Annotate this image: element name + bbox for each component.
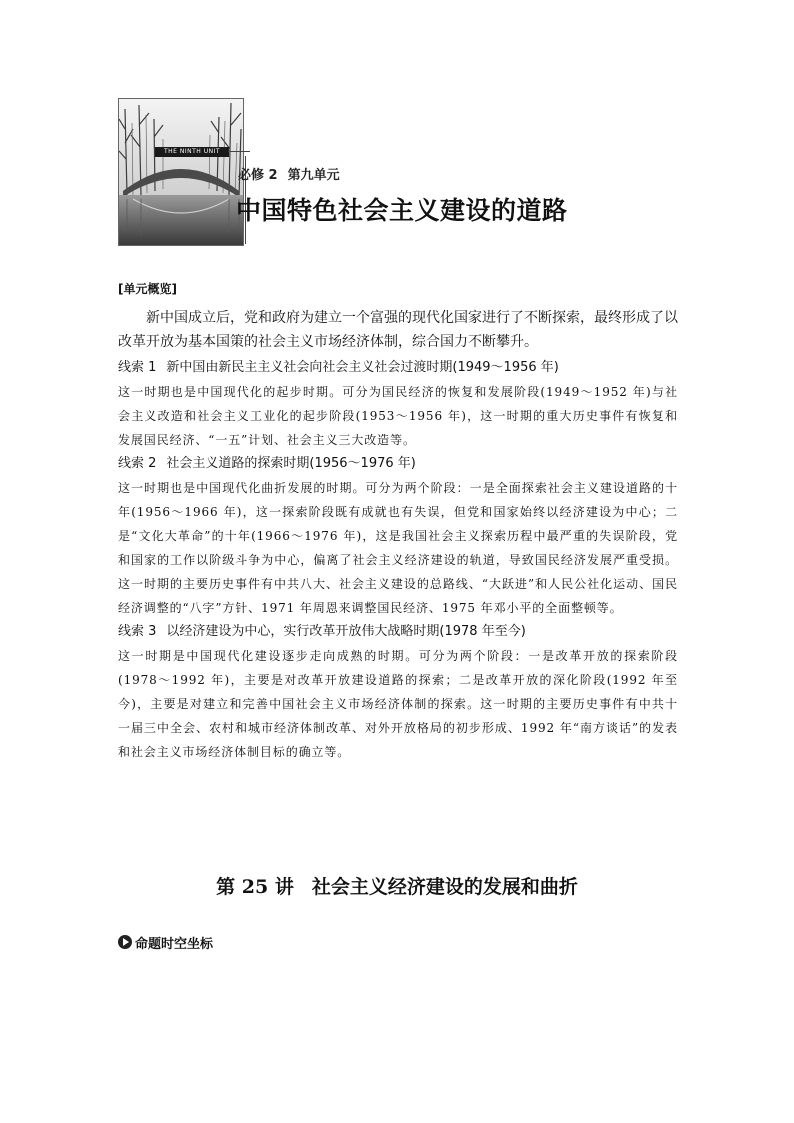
unit-cover-image: [118, 98, 244, 246]
subsection-heading: [118, 932, 213, 952]
module-label: 必修 2: [238, 168, 278, 183]
unit-label: [238, 164, 340, 183]
unit-overview: [118, 280, 678, 764]
lecture-name: 社会主义经济建设的发展和曲折: [311, 876, 578, 898]
bridge-photo-illustration: [119, 99, 243, 245]
clue-title: 以经济建设为中心，实行改革开放伟大战略时期(1978 年至今): [166, 624, 526, 639]
caption-rule-divider: [228, 151, 250, 152]
play-circle-icon: [118, 935, 132, 949]
overview-tag: [单元概览]: [118, 282, 177, 296]
clue-body-1: 这一时期也是中国现代化的起步时期。可分为国民经济的恢复和发展阶段(1949～1952 年)与社会主义改造和社会主义工业化的起步阶段(1953～1956 年)，这一时期的重大历史事件有恢复和发展国民经济、“一五”计划、社会主义三大改造等。: [118, 385, 678, 447]
lecture-title: [0, 872, 794, 899]
clue-heading-1: [118, 356, 678, 380]
clue-title: 社会主义道路的探索时期(1956～1976 年): [166, 456, 416, 471]
clue-label: 线索 3: [118, 624, 157, 639]
unit-title: 中国特色社会主义建设的道路: [236, 196, 568, 225]
clue-label: 线索 1: [118, 360, 157, 375]
clue-body-3: 这一时期是中国现代化建设逐步走向成熟的时期。可分为两个阶段：一是改革开放的探索阶段(1978～1992 年)，主要是对改革开放建设道路的探索；二是改革开放的深化阶段(1992 年至今)，主要是对建立和完善中国社会主义市场经济体制的探索。这一时期的主要历史事件有中共十一届三中全会、农村和城市经济体制改革、对外开放格局的初步形成、1992 年“南方谈话”的发表和社会主义市场经济体制目标的确立等。: [118, 649, 678, 759]
clue-body-2: 这一时期也是中国现代化曲折发展的时期。可分为两个阶段：一是全面探索社会主义建设道路的十年(1956～1966 年)，这一探索阶段既有成就也有失误，但党和国家始终以经济建设为中心；二是“文化大革命”的十年(1966～1976 年)，这是我国社会主义探索历程中最严重的失误阶段，党和国家的工作以阶级斗争为中心，偏离了社会主义经济建设的轨道，导致国民经济发展严重受损。这一时期的主要历史事件有中共八大、社会主义建设的总路线、“大跃进”和人民公社化运动、国民经济调整的“八字”方针、1971 年周恩来调整国民经济、1975 年邓小平的全面整顿等。: [118, 481, 678, 615]
overview-intro: 新中国成立后，党和政府为建立一个富强的现代化国家进行了不断探索，最终形成了以改革开放为基本国策的社会主义市场经济体制，综合国力不断攀升。: [118, 310, 678, 350]
unit-number: 第九单元: [287, 168, 340, 183]
lecture-number: 第 25 讲: [216, 876, 294, 898]
clue-title: 新中国由新民主主义社会向社会主义社会过渡时期(1949～1956 年): [166, 360, 559, 375]
clue-label: 线索 2: [118, 456, 157, 471]
unit-banner: [118, 98, 678, 246]
subsection-label: 命题时空坐标: [135, 936, 214, 952]
clue-heading-3: [118, 620, 678, 644]
clue-heading-2: [118, 452, 678, 476]
photo-caption: THE NINTH UNIT: [155, 147, 229, 157]
